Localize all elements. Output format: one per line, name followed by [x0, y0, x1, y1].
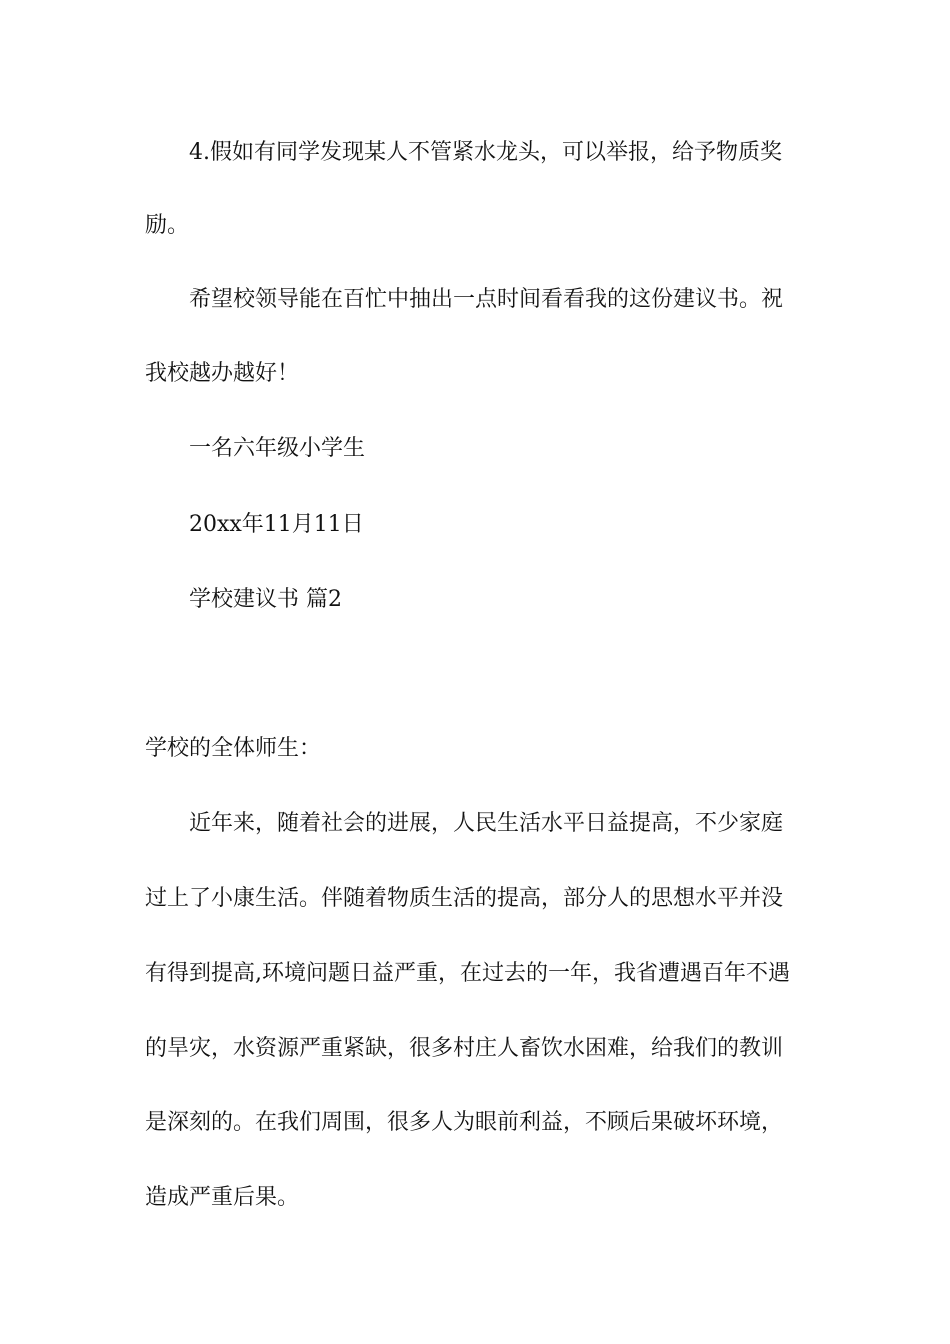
- paragraph-line: 励。: [145, 213, 190, 238]
- paragraph-line: 是深刻的。在我们周围，很多人为眼前利益，不顾后果破坏环境，: [145, 1110, 784, 1135]
- paragraph-line: 我校越办越好！: [145, 361, 300, 386]
- paragraph-line: 有得到提高,环境问题日益严重，在过去的一年，我省遭遇百年不遇: [145, 961, 790, 986]
- paragraph-line: 的旱灾，水资源严重紧缺，很多村庄人畜饮水困难，给我们的教训: [145, 1036, 784, 1061]
- date-line: 20xx年11月11日: [189, 512, 364, 537]
- signature-line: 一名六年级小学生: [189, 436, 366, 461]
- paragraph-line: 希望校领导能在百忙中抽出一点时间看看我的这份建议书。祝: [189, 287, 784, 312]
- paragraph-line: 造成严重后果。: [145, 1185, 300, 1210]
- paragraph-line: 4.假如有同学发现某人不管紧水龙头，可以举报，给予物质奖: [189, 140, 782, 165]
- salutation-line: 学校的全体师生：: [145, 736, 322, 761]
- paragraph-line: 过上了小康生活。伴随着物质生活的提高，部分人的思想水平并没: [145, 886, 784, 911]
- paragraph-line: 近年来，随着社会的进展，人民生活水平日益提高，不少家庭: [189, 811, 784, 836]
- section-heading: 学校建议书 篇2: [189, 587, 342, 612]
